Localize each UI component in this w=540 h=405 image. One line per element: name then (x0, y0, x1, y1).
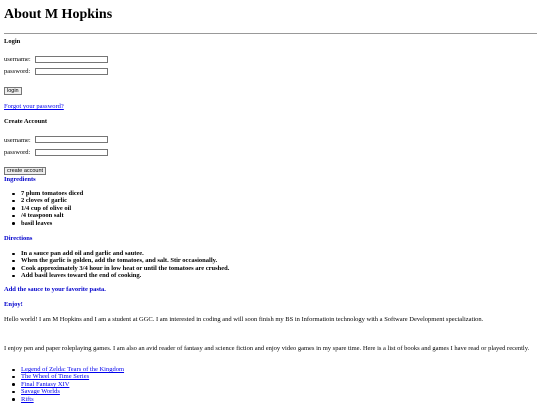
favorite-link-final-fantasy[interactable]: Final Fantasy XIV (21, 380, 70, 388)
login-username-label: username: (4, 56, 31, 63)
intro-paragraph: Hello world! I am M Hopkins and I am a student at GGC. I am interested in coding and will soon finish my BS in Informatioin technology with a Software Development specialization. (4, 316, 484, 323)
favorite-link-rifts[interactable]: Rifts (21, 395, 34, 403)
page-title: About M Hopkins (4, 7, 113, 22)
hobbies-paragraph: I enjoy pen and paper roleplaying games. I am also an avid reader of fantasy and science fiction and enjoy video games in my spare time. Here is a list of books and games I have read or played recently. (4, 345, 530, 352)
add-sauce-text: Add the sauce to your favorite pasta. (4, 286, 106, 293)
create-account-heading: Create Account (4, 118, 48, 125)
login-password-input[interactable] (35, 68, 108, 75)
list-item: When the garlic is golden, add the tomatoes, and salt. Stir occasionally. (4, 257, 229, 264)
directions-list (4, 250, 229, 280)
list-item: 7 plum tomatoes diced (4, 190, 83, 197)
list-item: Cook approximately 3/4 hour in low heat or until the tomatoes are crushed. (4, 265, 229, 272)
list-item (4, 381, 124, 388)
ingredients-list (4, 190, 83, 227)
title-divider (4, 33, 537, 34)
create-password-label: password: (4, 149, 31, 156)
list-item: 2 cloves of garlic (4, 197, 83, 204)
list-item: basil leaves (4, 220, 83, 227)
login-password-label: password: (4, 68, 31, 75)
favorite-link-savage-worlds[interactable]: Savage Worlds (21, 388, 60, 396)
create-username-label: username: (4, 137, 31, 144)
create-password-input[interactable] (35, 149, 108, 156)
login-heading: Login (4, 38, 21, 45)
create-username-input[interactable] (35, 136, 108, 143)
login-username-input[interactable] (35, 56, 108, 63)
list-item: In a sauce pan add oil and garlic and sautee. (4, 250, 229, 257)
list-item (4, 366, 124, 373)
favorite-link-zelda[interactable]: Legend of Zelda: Tears of the Kingdom (21, 366, 125, 373)
login-button[interactable]: login (4, 87, 22, 95)
list-item: Add basil leaves toward the end of cooking. (4, 272, 229, 279)
list-item: 1/4 cup of olive oil (4, 205, 83, 212)
list-item (4, 396, 124, 403)
list-item (4, 388, 124, 395)
directions-heading: Directions (4, 235, 33, 242)
favorites-list (4, 366, 124, 403)
list-item (4, 373, 124, 380)
forgot-password-link[interactable]: Forgot your password? (4, 103, 64, 110)
ingredients-heading: Ingredients (4, 176, 36, 183)
create-account-button[interactable]: create account (4, 167, 46, 175)
enjoy-text: Enjoy! (4, 301, 23, 308)
favorite-link-wheel-of-time[interactable]: The Wheel of Time Series (21, 373, 90, 381)
list-item: /4 teaspoon salt (4, 212, 83, 219)
